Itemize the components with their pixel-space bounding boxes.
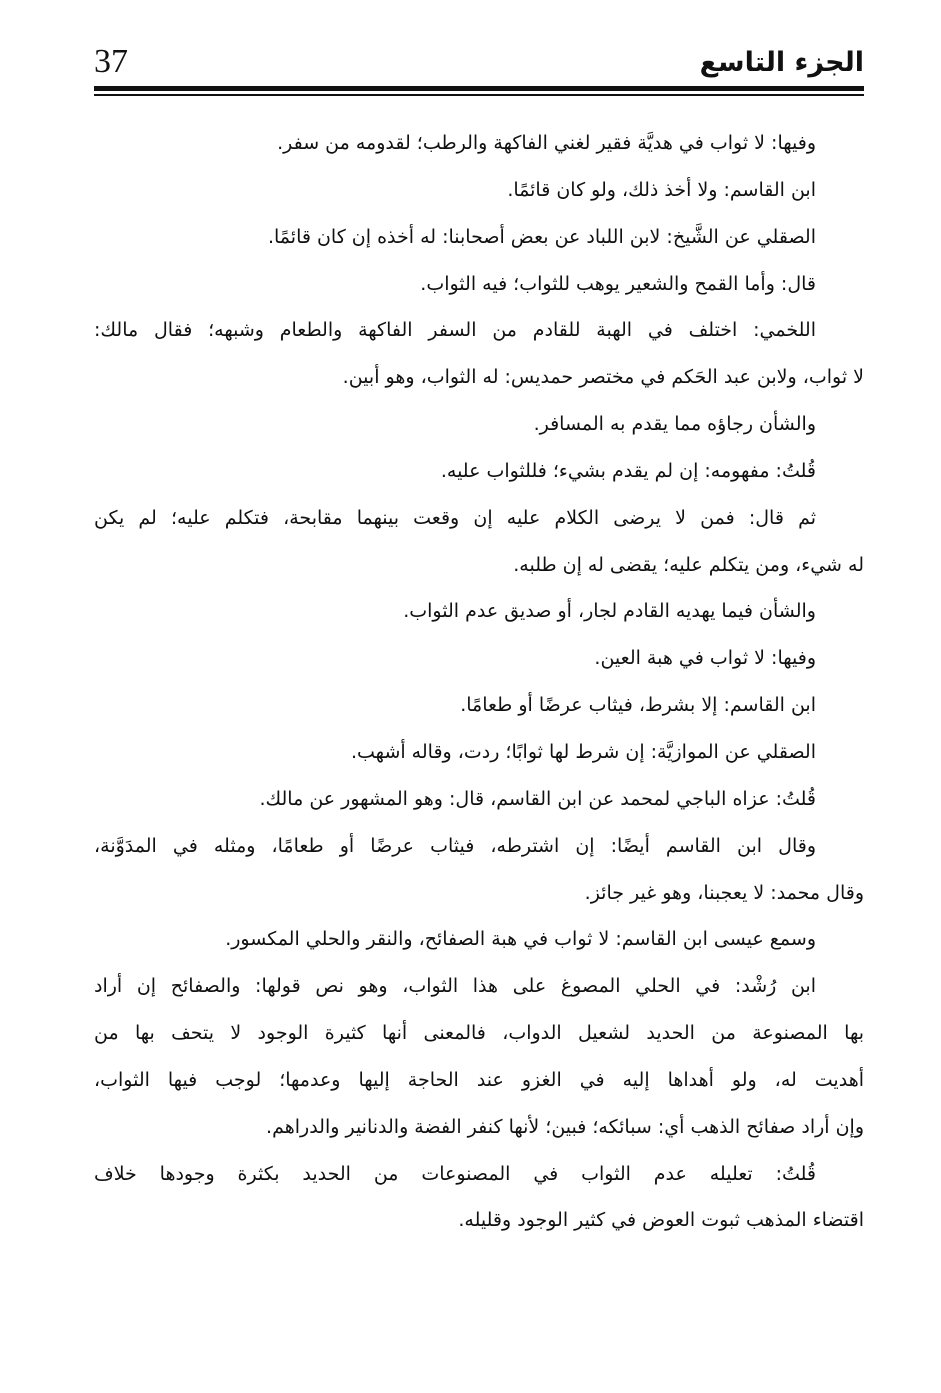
text-line: وإن أراد صفائح الذهب أي: سبائكه؛ فبين؛ لأنها كنفر الفضة والدنانير والدراهم.: [266, 1115, 864, 1138]
text-line: وقال محمد: لا يعجبنا، وهو غير جائز.: [584, 881, 864, 904]
running-title: الجزء التاسع: [699, 47, 864, 78]
text-line: قُلتُ: عزاه الباجي لمحمد عن ابن القاسم، قال: وهو المشهور عن مالك.: [259, 787, 816, 810]
page-header: [94, 38, 864, 88]
text-line: وفيها: لا ثواب في هديَّة فقير لغني الفاكهة والرطب؛ لقدومه من سفر.: [277, 132, 816, 154]
text-line: ابن القاسم: ولا أخذ ذلك، ولو كان قائمًا.: [507, 178, 816, 201]
text-line: قُلتُ: تعليله عدم الثواب في المصنوعات من الحديد بكثرة وجودها خلاف: [94, 1162, 816, 1185]
page-number: 37: [94, 43, 128, 80]
text-line: قُلتُ: مفهومه: إن لم يقدم بشيء؛ فللثواب عليه.: [440, 459, 816, 482]
text-line: ابن القاسم: إلا بشرط، فيثاب عرضًا أو طعامًا.: [460, 694, 816, 717]
header-rule-thin: [94, 94, 864, 96]
text-line: لا ثواب، ولابن عبد الحَكم في مختصر حمديس: له الثواب، وهو أبين.: [342, 366, 864, 389]
body-text: [94, 120, 864, 1244]
text-line: ابن رُشْد: في الحلي المصوغ على هذا الثواب، وهو نص قولها: والصفائح إن أراد: [94, 975, 816, 998]
text-line: أهديت له، ولو أهداها إليه في الغزو عند الحاجة إليها وعدمها؛ لوجب فيها الثواب،: [94, 1068, 864, 1091]
text-line: الصقلي عن الشَّيخ: لابن اللباد عن بعض أصحابنا: له أخذه إن كان قائمًا.: [267, 225, 816, 248]
text-line: والشأن رجاؤه مما يقدم به المسافر.: [533, 413, 816, 436]
text-line: والشأن فيما يهديه القادم لجار، أو صديق عدم الثواب.: [403, 600, 816, 623]
header-rule-thick: [94, 86, 864, 91]
text-line: بها المصنوعة من الحديد لشعيل الدواب، فالمعنى أنها كثيرة الوجود لا يتحف بها من: [94, 1022, 864, 1045]
text-line: وفيها: لا ثواب في هبة العين.: [594, 647, 816, 670]
text-line: وقال ابن القاسم أيضًا: إن اشترطه، فيثاب عرضًا أو طعامًا، ومثله في المدَوَّنة،: [94, 834, 816, 857]
text-line: له شيء، ومن يتكلم عليه؛ يقضى له إن طلبه.: [513, 553, 864, 576]
text-line: اقتضاء المذهب ثبوت العوض في كثير الوجود وقليله.: [458, 1209, 864, 1232]
text-line: وسمع عيسى ابن القاسم: لا ثواب في هبة الصفائح، والنقر والحلي المكسور.: [225, 928, 816, 951]
text-line: قال: وأما القمح والشعير يوهب للثواب؛ فيه الثواب.: [420, 272, 816, 295]
text-line: ثم قال: فمن لا يرضى الكلام عليه إن وقعت بينهما مقابحة، فتكلم عليه؛ لم يكن: [94, 506, 816, 529]
text-line: اللخمي: اختلف في الهبة للقادم من السفر الفاكهة والطعام وشبهه؛ فقال مالك:: [94, 319, 816, 342]
text-line: الصقلي عن الموازيَّة: إن شرط لها ثوابًا؛ ردت، وقاله أشهب.: [350, 740, 816, 763]
